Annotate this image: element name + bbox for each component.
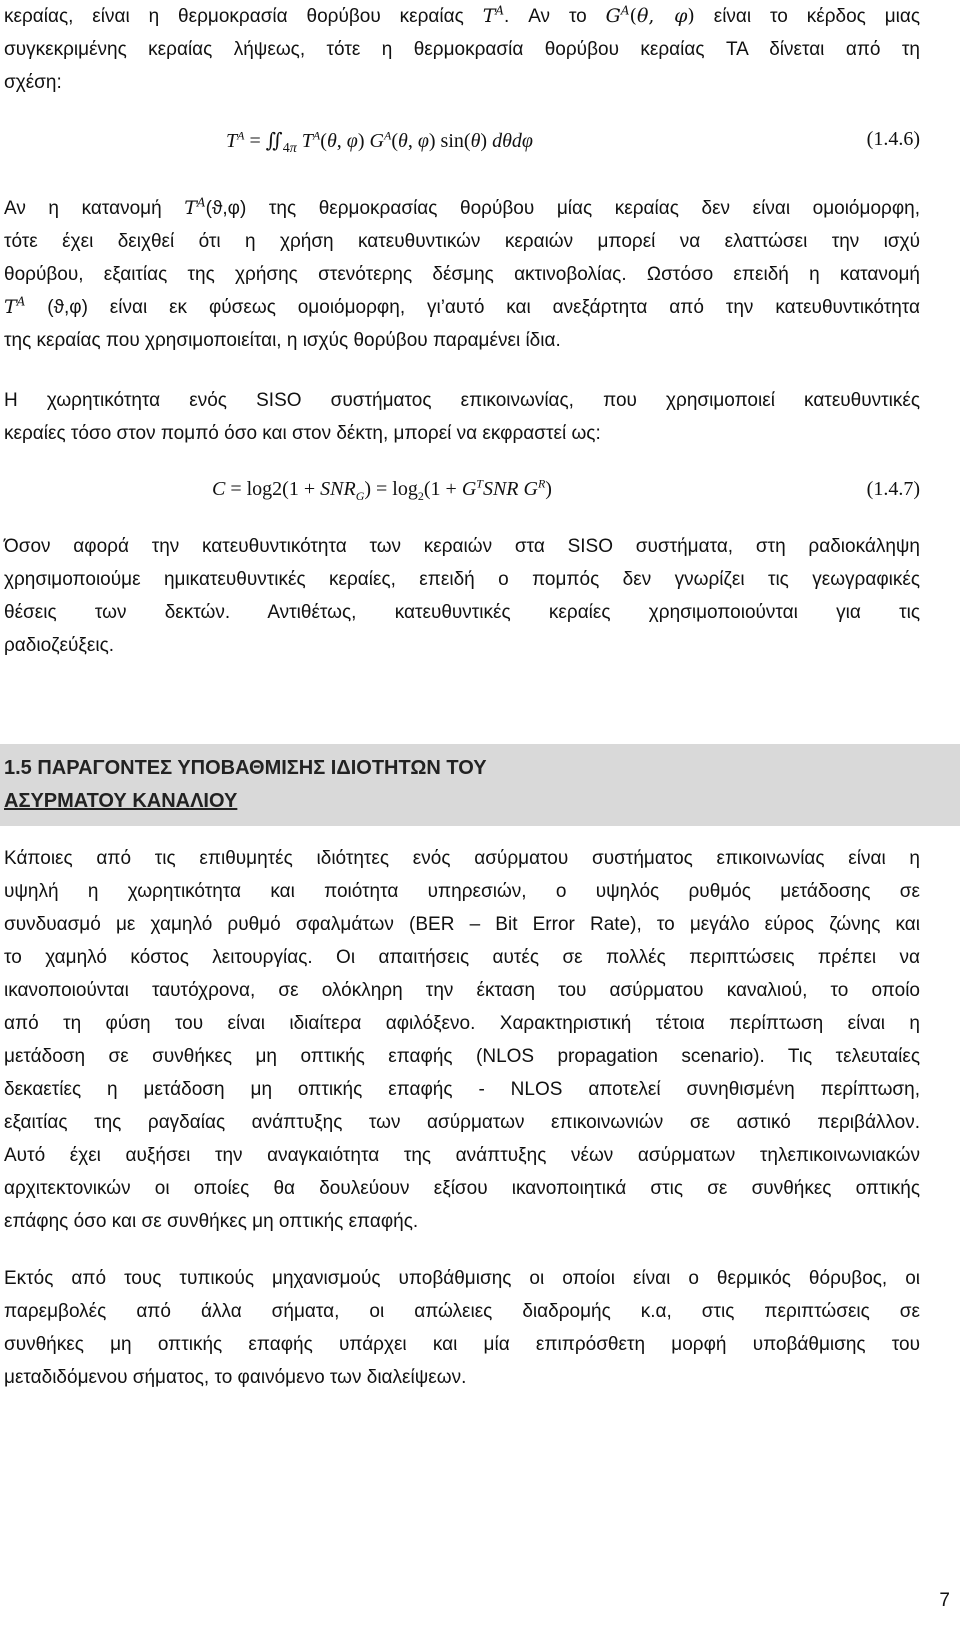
text-line: της κεραίας που χρησιμοποιείται, η ισχύς θορύβου παραμένει ίδια. <box>4 330 561 351</box>
equation-1-4-6 <box>0 128 930 164</box>
text-line: $T^A$ (ϑ,φ) είναι εκ φύσεως ομοιόμορφη, γι’αυτό και ανεξάρτητα από την κατευθυντικότητα <box>4 294 920 318</box>
paragraph-noise-distribution <box>4 192 920 357</box>
text-line: χρησιμοποιούμε ημικατευθυντικές κεραίες, επειδή ο πομπός δεν γνωρίζει τις γεωγραφικές <box>4 569 920 590</box>
text-line: αρχιτεκτονικών οι οποίες θα δουλεύουν εξίσου ικανοποιητικά στις σε συνθήκες οπτικής <box>4 1178 920 1199</box>
text-line: κεραίας, είναι η θερμοκρασία θορύβου κεραίας $T^A$. Αν το $G^A(\theta$, φ) είναι το κέρδος μιας <box>4 3 921 27</box>
symbol-TA: $T^A$ <box>482 3 505 27</box>
text-line: επάφης όσο και σε συνθήκες μη οπτικής επαφής. <box>4 1211 419 1232</box>
text-line: μετάδοση σε συνθήκες μη οπτικής επαφής (NLOS propagation scenario). Τις τελευταίες <box>4 1046 920 1067</box>
text-line: εξαιτίας της ραγδαίας ανάπτυξης των ασύρματων επικοινωνιών σε αστικό περιβάλλον. <box>4 1112 920 1133</box>
section-title-line: ΑΣΥΡΜΑΤΟΥ ΚΑΝΑΛΙΟΥ <box>4 790 238 812</box>
text-line: θορύβου, εξαιτίας της χρήσης στενότερης δέσμης ακτινοβολίας. Ωστόσο επειδή η κατανομή <box>4 264 920 285</box>
text-line: παρεμβολές από άλλα σήματα, οι απώλειες διαδρομής κ.α, στις περιπτώσεις σε <box>4 1301 920 1322</box>
text-line: συγκεκριμένης κεραίας λήψεως, τότε η θερμοκρασία θορύβου κεραίας TA δίνεται από τη <box>4 39 920 60</box>
text-line: το χαμηλό κόστος λειτουργίας. Οι απαιτήσεις αυτές σε πολλές περιπτώσεις πρέπει να <box>4 947 920 968</box>
equation-number: (1.4.7) <box>866 478 920 500</box>
paragraph-wireless-properties <box>4 842 920 1238</box>
text-line: Εκτός από τους τυπικούς μηχανισμούς υποβάθμισης οι οποίοι είναι ο θερμικός θόρυβος, οι <box>4 1268 920 1289</box>
equation-number: (1.4.6) <box>866 128 920 150</box>
text-line: τότε έχει δειχθεί ότι η χρήση κατευθυντικών κεραιών μπορεί να ελαττώσει την ισχύ <box>4 231 920 252</box>
text-line: συνδυασμό με χαμηλό ρυθμό σφαλμάτων (BER – Bit Error Rate), το μεγάλο εύρος ζώνης και <box>4 914 920 935</box>
text-line: υψηλή η χωρητικότητα και ποιότητα υπηρεσιών, ο υψηλός ρυθμός μετάδοσης σε <box>4 881 920 902</box>
text-line: ραδιοζεύξεις. <box>4 635 115 656</box>
text-line: συνθήκες μη οπτικής επαφής υπάρχει και μία επιπρόσθετη μορφή υποβάθμισης του <box>4 1334 920 1355</box>
equation-body: $T^A$ = $∬_{4\pi}$ $T^A(\theta$, φ) $G^A(\theta$, φ) sin(θ) dθdφ <box>226 128 533 156</box>
symbol-TA: $T^A$ <box>4 294 26 318</box>
section-title-line: 1.5 ΠΑΡΑΓΟΝΤΕΣ ΥΠΟΒΑΘΜΙΣΗΣ ΙΔΙΟΤΗΤΩΝ ΤΟΥ <box>4 757 487 779</box>
page-number: 7 <box>939 1590 950 1611</box>
text-line: από τη φύση του είναι ιδιαίτερα αφιλόξενο. Χαρακτηριστική τέτοια περίπτωση είναι η <box>4 1013 920 1034</box>
section-heading-1-5 <box>0 744 960 826</box>
text-line: κεραίες τόσο στον πομπό όσο και στον δέκτη, μπορεί να εκφραστεί ως: <box>4 423 601 444</box>
symbol-GA-theta-phi: $G^A(\theta$, φ) <box>605 3 695 27</box>
equation-1-4-7 <box>0 478 930 514</box>
text-line: Όσον αφορά την κατευθυντικότητα των κεραιών στα SISO συστήματα, στη ραδιοκάληψη <box>4 536 920 557</box>
text-line: Η χωρητικότητα ενός SISO συστήματος επικοινωνίας, που χρησιμοποιεί κατευθυντικές <box>4 390 920 411</box>
text-line: Κάποιες από τις επιθυμητές ιδιότητες ενός ασύρματου συστήματος επικοινωνίας είναι η <box>4 848 920 869</box>
text-line: Αυτό έχει αυξήσει την αναγκαιότητα της ανάπτυξης νέων ασύρματων τηλεπικοινωνιακών <box>4 1145 920 1166</box>
paragraph-siso-capacity <box>4 384 920 450</box>
paragraph-antenna-temperature-intro <box>4 0 920 99</box>
text-line: σχέση: <box>4 72 62 93</box>
section-title <box>4 752 487 818</box>
paragraph-siso-directivity <box>4 530 920 662</box>
equation-body: $C = \log 2(1 + SNR_G) = \log_2(1 + G^TSNR$ $G^R$) <box>212 476 552 503</box>
text-line: θέσεις των δεκτών. Αντιθέτως, κατευθυντικές κεραίες χρησιμοποιούνται για τις <box>4 602 920 623</box>
text-line: δεκαετίες η μετάδοση μη οπτικής επαφής - NLOS αποτελεί συνηθισμένη περίπτωση, <box>4 1079 920 1100</box>
text-line: μεταδιδόμενου σήματος, το φαινόμενο των διαλείψεων. <box>4 1367 467 1388</box>
symbol-TA: $T^A$ <box>184 195 206 219</box>
text-line: Αν η κατανομή $T^A(ϑ,\varphi)$ της θερμοκρασίας θορύβου μίας κεραίας δεν είναι ομοιόμορφη, <box>4 195 920 219</box>
paragraph-degradation-mechanisms <box>4 1262 920 1394</box>
text-line: ικανοποιούνται ταυτόχρονα, σε ολόκληρη την έκταση του ασύρματου καναλιού, το οποίο <box>4 980 920 1001</box>
